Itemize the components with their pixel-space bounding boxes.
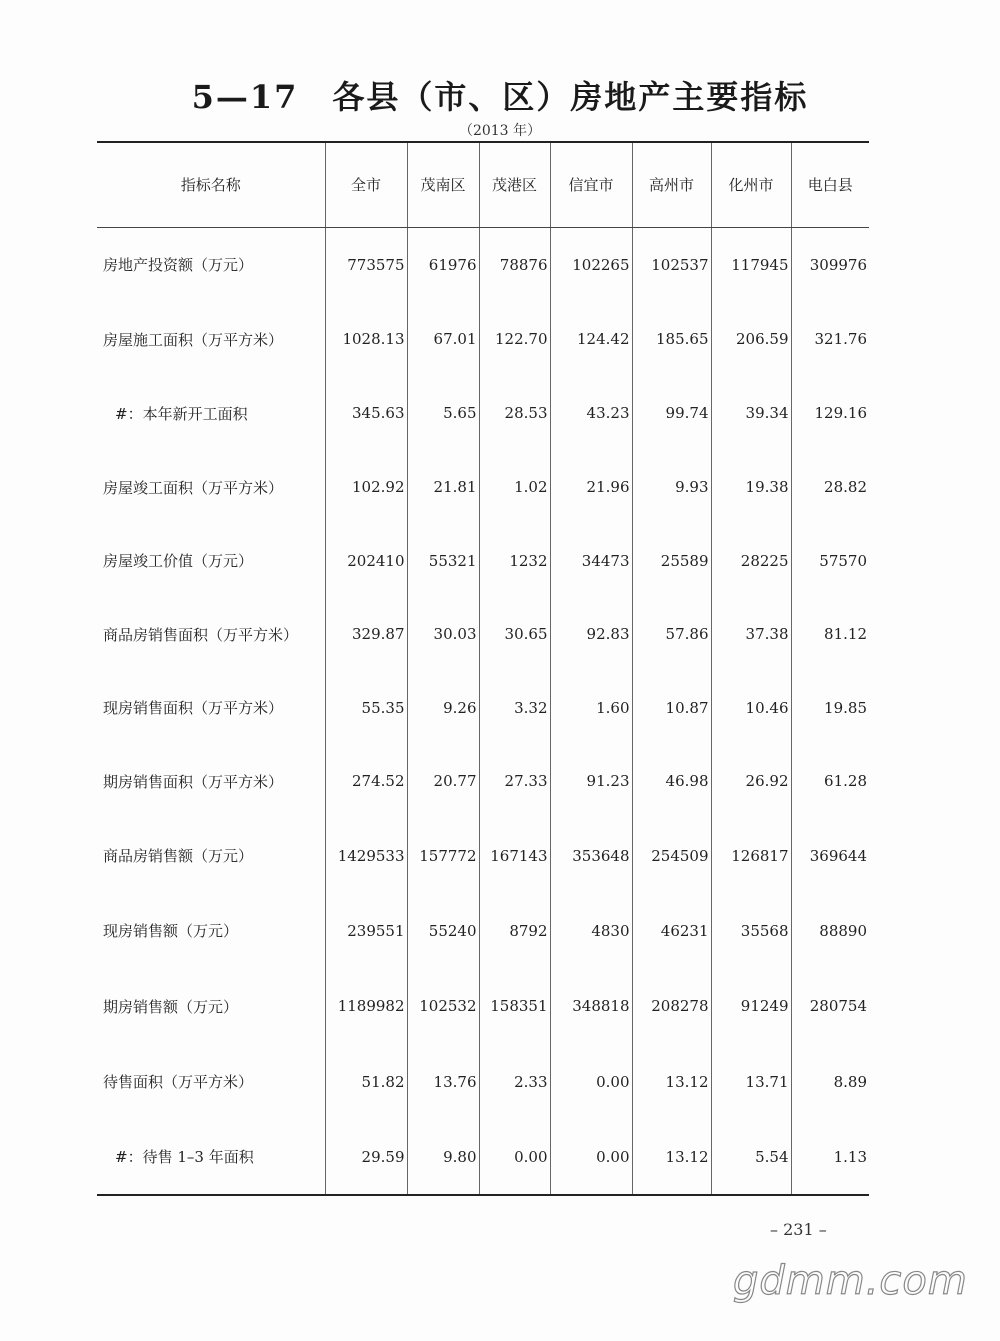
- cell-value: 348818: [550, 968, 632, 1044]
- cell-value: 124.42: [550, 302, 632, 376]
- cell-value: 102.92: [325, 450, 407, 524]
- cell-value: 21.96: [550, 450, 632, 524]
- cell-value: 20.77: [407, 744, 479, 818]
- cell-value: 78876: [479, 227, 550, 302]
- row-label: 期房销售额（万元）: [103, 997, 239, 1016]
- cell-value: 206.59: [711, 302, 791, 376]
- cell-value: 1232: [479, 524, 550, 597]
- table-subtitle: （2013 年）: [458, 123, 542, 139]
- col-header-huazhou: 化州市: [711, 142, 791, 227]
- cell-value: 309976: [791, 227, 869, 302]
- cell-value: 129.16: [791, 376, 869, 450]
- cell-value: 274.52: [325, 744, 407, 818]
- cell-value: 2.33: [479, 1044, 550, 1119]
- cell-value: 254509: [632, 818, 711, 893]
- cell-value: 1429533: [325, 818, 407, 893]
- cell-value: 102537: [632, 227, 711, 302]
- cell-value: 102265: [550, 227, 632, 302]
- cell-value: 61976: [407, 227, 479, 302]
- cell-value: 57.86: [632, 597, 711, 671]
- cell-value: 51.82: [325, 1044, 407, 1119]
- row-label: 现房销售额（万元）: [103, 922, 239, 940]
- cell-value: 157772: [407, 818, 479, 893]
- table-row: [97, 671, 869, 744]
- cell-value: 28.82: [791, 450, 869, 524]
- table-row: [97, 893, 869, 968]
- cell-value: 13.76: [407, 1044, 479, 1119]
- cell-value: 55240: [407, 893, 479, 968]
- cell-value: 13.71: [711, 1044, 791, 1119]
- cell-value: 99.74: [632, 376, 711, 450]
- table-row: [97, 524, 869, 597]
- col-header-maogang: 茂港区: [479, 142, 550, 227]
- cell-value: 1.02: [479, 450, 550, 524]
- cell-value: 91249: [711, 968, 791, 1044]
- table-row: [97, 818, 869, 893]
- cell-value: 57570: [791, 524, 869, 597]
- cell-value: 19.38: [711, 450, 791, 524]
- page-number: – 231 –: [770, 1220, 827, 1239]
- cell-value: 8.89: [791, 1044, 869, 1119]
- cell-value: 46231: [632, 893, 711, 968]
- cell-value: 122.70: [479, 302, 550, 376]
- cell-value: 25589: [632, 524, 711, 597]
- cell-value: 27.33: [479, 744, 550, 818]
- cell-value: 29.59: [325, 1119, 407, 1195]
- cell-value: 329.87: [325, 597, 407, 671]
- cell-value: 9.93: [632, 450, 711, 524]
- row-label: 商品房销售面积（万平方米）: [103, 625, 299, 644]
- cell-value: 1189982: [325, 968, 407, 1044]
- row-label: #：待售 1–3 年面积: [97, 1119, 325, 1195]
- table-row: [97, 1044, 869, 1119]
- cell-value: 26.92: [711, 744, 791, 818]
- cell-value: 5.54: [711, 1119, 791, 1195]
- cell-value: 102532: [407, 968, 479, 1044]
- cell-value: 13.12: [632, 1119, 711, 1195]
- cell-value: 202410: [325, 524, 407, 597]
- cell-value: 21.81: [407, 450, 479, 524]
- table-row: [97, 968, 869, 1044]
- cell-value: 13.12: [632, 1044, 711, 1119]
- cell-value: 208278: [632, 968, 711, 1044]
- cell-value: 91.23: [550, 744, 632, 818]
- cell-value: 5.65: [407, 376, 479, 450]
- cell-value: 369644: [791, 818, 869, 893]
- cell-value: 185.65: [632, 302, 711, 376]
- cell-value: 773575: [325, 227, 407, 302]
- cell-value: 0.00: [550, 1119, 632, 1195]
- cell-value: 0.00: [550, 1044, 632, 1119]
- cell-value: 0.00: [479, 1119, 550, 1195]
- cell-value: 167143: [479, 818, 550, 893]
- cell-value: 28225: [711, 524, 791, 597]
- cell-value: 10.87: [632, 671, 711, 744]
- row-label: 房屋竣工价值（万元）: [103, 552, 254, 570]
- cell-value: 43.23: [550, 376, 632, 450]
- cell-value: 30.65: [479, 597, 550, 671]
- indicator-table: [97, 141, 869, 1196]
- cell-value: 280754: [791, 968, 869, 1044]
- cell-value: 8792: [479, 893, 550, 968]
- row-label: 现房销售面积（万平方米）: [103, 699, 284, 717]
- table-row: [97, 744, 869, 818]
- col-header-city-total: 全市: [325, 142, 407, 227]
- cell-value: 1.60: [550, 671, 632, 744]
- cell-value: 30.03: [407, 597, 479, 671]
- cell-value: 28.53: [479, 376, 550, 450]
- row-label: 待售面积（万平方米）: [103, 1073, 254, 1091]
- cell-value: 158351: [479, 968, 550, 1044]
- row-label: 房地产投资额（万元）: [103, 256, 254, 275]
- cell-value: 37.38: [711, 597, 791, 671]
- cell-value: 55.35: [325, 671, 407, 744]
- cell-value: 67.01: [407, 302, 479, 376]
- cell-value: 35568: [711, 893, 791, 968]
- cell-value: 321.76: [791, 302, 869, 376]
- cell-value: 239551: [325, 893, 407, 968]
- cell-value: 39.34: [711, 376, 791, 450]
- row-label: 房屋竣工面积（万平方米）: [103, 478, 284, 497]
- table-row: [97, 227, 869, 302]
- header-row: [97, 142, 869, 227]
- cell-value: 88890: [791, 893, 869, 968]
- row-label: 房屋施工面积（万平方米）: [103, 330, 284, 349]
- cell-value: 19.85: [791, 671, 869, 744]
- row-label: 商品房销售额（万元）: [103, 847, 254, 865]
- col-header-indicator: 指标名称: [97, 142, 325, 227]
- cell-value: 3.32: [479, 671, 550, 744]
- cell-value: 345.63: [325, 376, 407, 450]
- cell-value: 92.83: [550, 597, 632, 671]
- col-header-xinyi: 信宜市: [550, 142, 632, 227]
- table-row: [97, 302, 869, 376]
- row-label: #：本年新开工面积: [115, 404, 248, 423]
- table-title: 5—17 各县（市、区）房地产主要指标: [191, 78, 809, 116]
- watermark-logo: gdmm.com: [733, 1258, 968, 1304]
- col-header-maonan: 茂南区: [407, 142, 479, 227]
- cell-value: 4830: [550, 893, 632, 968]
- table-row: [97, 597, 869, 671]
- table-row: [97, 450, 869, 524]
- cell-value: 9.26: [407, 671, 479, 744]
- cell-value: 353648: [550, 818, 632, 893]
- cell-value: 81.12: [791, 597, 869, 671]
- table-row: [97, 1119, 869, 1195]
- cell-value: 1028.13: [325, 302, 407, 376]
- cell-value: 55321: [407, 524, 479, 597]
- cell-value: 126817: [711, 818, 791, 893]
- cell-value: 117945: [711, 227, 791, 302]
- cell-value: 46.98: [632, 744, 711, 818]
- cell-value: 34473: [550, 524, 632, 597]
- col-header-dianbai: 电白县: [791, 142, 869, 227]
- cell-value: 61.28: [791, 744, 869, 818]
- cell-value: 10.46: [711, 671, 791, 744]
- cell-value: 9.80: [407, 1119, 479, 1195]
- table-row: [97, 376, 869, 450]
- cell-value: 1.13: [791, 1119, 869, 1195]
- col-header-gaozhou: 高州市: [632, 142, 711, 227]
- table-body: [97, 227, 869, 1195]
- row-label: 期房销售面积（万平方米）: [103, 772, 284, 791]
